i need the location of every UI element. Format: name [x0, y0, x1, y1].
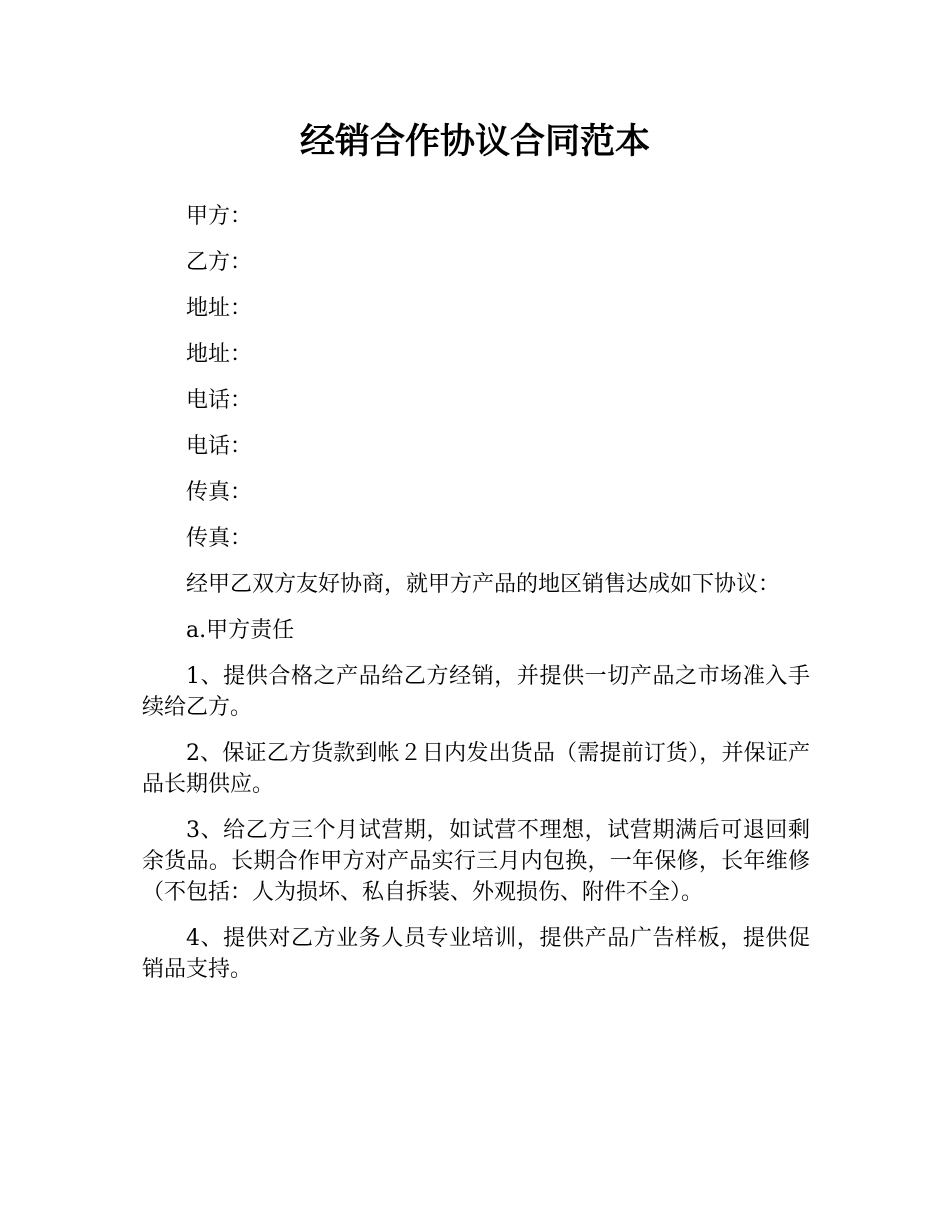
intro-paragraph: 经甲乙双方友好协商，就甲方产品的地区销售达成如下协议： [186, 572, 781, 597]
phone-field-a: 电话： [186, 388, 253, 413]
clause-4: 4、提供对乙方业务人员专业培训，提供产品广告样板，提供促销品支持。 [142, 926, 810, 982]
address-field-b: 地址： [186, 342, 253, 367]
clause-3: 3、给乙方三个月试营期，如试营不理想，试营期满后可退回剩余货品。长期合作甲方对产品实行三月内包换，一年保修，长年维修（不包括：人为损坏、私自拆装、外观损伤、附件不全）。 [142, 818, 810, 905]
phone-field-b: 电话： [186, 434, 253, 459]
document-title: 经销合作协议合同范本 [299, 122, 650, 162]
document-body [142, 201, 810, 1000]
fax-field-b: 传真： [186, 526, 253, 551]
party-a-field: 甲方： [186, 204, 253, 229]
section-heading-party-a-duties: a.甲方责任 [186, 618, 295, 643]
fax-field-a: 传真： [186, 480, 253, 505]
party-b-field: 乙方： [186, 250, 253, 275]
clause-2: 2、保证乙方货款到帐２日内发出货品（需提前订货），并保证产品长期供应。 [142, 741, 810, 797]
address-field-a: 地址： [186, 296, 253, 321]
clause-1: 1、提供合格之产品给乙方经销，并提供一切产品之市场准入手续给乙方。 [142, 664, 810, 720]
